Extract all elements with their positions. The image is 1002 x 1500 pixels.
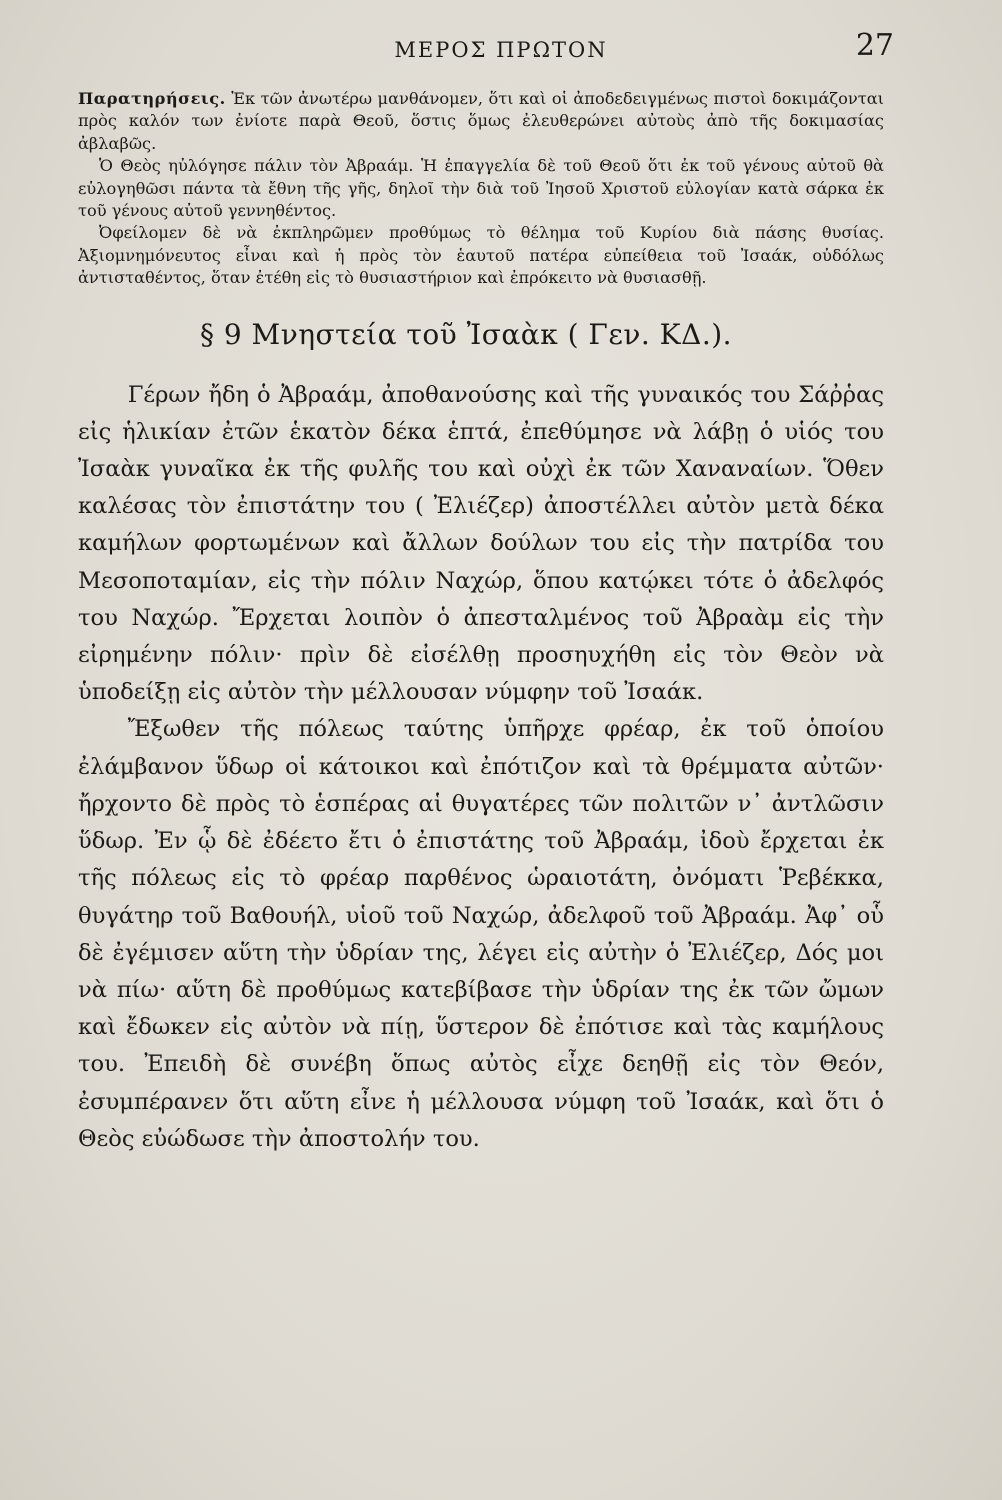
page-number: 27 (855, 28, 894, 63)
body-paragraph: Γέρων ἤδη ὁ Ἀβραάμ, ἀποθανούσης καὶ τῆς γυναικός του Σάῤῥας εἰς ἡλικίαν ἐτῶν ἑκατὸν δέκα ἑπτά, ἐπεθύμησε νὰ λάβῃ ὁ υἱός του Ἰσαὰκ γυναῖκα ἐκ τῆς φυλῆς του καὶ οὐχὶ ἐκ τῶν Χαναναίων. Ὅθεν καλέσας τὸν ἐπιστάτην του ( Ἐλιέζερ) ἀποστέλλει αὐτὸν μετὰ δέκα καμήλων φορτωμένων καὶ ἄλλων δούλων του εἰς τὴν πατρίδα του Μεσοποταμίαν, εἰς τὴν πόλιν Ναχώρ, ὅπου κατῴκει τότε ὁ ἀδελφός του Ναχώρ. Ἔρχεται λοιπὸν ὁ ἀπεσταλμένος τοῦ Ἀβραὰμ εἰς τὴν εἰρημένην πόλιν· πρὶν δὲ εἰσέλθῃ προσηυχήθη εἰς τὸν Θεὸν νὰ ὑποδείξῃ εἰς αὐτὸν τὴν μέλλουσαν νύμφην τοῦ Ἰσαάκ. (78, 381, 884, 706)
running-title: ΜΕΡΟΣ ΠΡΩΤΟΝ (394, 38, 608, 62)
body-paragraph: Ἔξωθεν τῆς πόλεως ταύτης ὑπῆρχε φρέαρ, ἐκ τοῦ ὁποίου ἐλάμβανον ὕδωρ οἱ κάτοικοι καὶ ἐπότιζον καὶ τὰ θρέμματα αὐτῶν· ἤρχοντο δὲ πρὸς τὸ ἑσπέρας αἱ θυγατέρες τῶν πολιτῶν ν᾿ ἀντλῶσιν ὕδωρ. Ἐν ᾧ δὲ ἐδέετο ἔτι ὁ ἐπιστάτης τοῦ Ἀβραάμ, ἰδοὺ ἔρχεται ἐκ τῆς πόλεως εἰς τὸ φρέαρ παρθένος ὡραιοτάτη, ὀνόματι Ῥεβέκκα, θυγάτηρ τοῦ Βαθουήλ, υἱοῦ τοῦ Ναχώρ, ἀδελφοῦ τοῦ Ἀβραάμ. Ἀφ᾿ οὗ δὲ ἐγέμισεν αὕτη τὴν ὑδρίαν της, λέγει εἰς αὐτὴν ὁ Ἐλιέζερ, Δός μοι νὰ πίω· αὕτη δὲ προθύμως κατεβίβασε τὴν ὑδρίαν της ἐκ τῶν ὤμων καὶ ἔδωκεν εἰς αὐτὸν νὰ πίῃ, ὕστερον δὲ ἐπότισε καὶ τὰς καμήλους του. Ἐπειδὴ δὲ συνέβη ὅπως αὐτὸς εἶχε δεηθῇ εἰς τὸν Θεόν, ἐσυμπέρανεν ὅτι αὕτη εἶνε ἡ μέλλουσα νύμφη τοῦ Ἰσαάκ, καὶ ὅτι ὁ Θεὸς εὐώδωσε τὴν ἀποστολήν του. (78, 716, 884, 1152)
notes-paragraph: Ὁ Θεὸς ηὐλόγησε πάλιν τὸν Ἀβραάμ. Ἡ ἐπαγγελία δὲ τοῦ Θεοῦ ὅτι ἐκ τοῦ γένους αὐτοῦ θὰ εὐλογηθῶσι πάντα τὰ ἔθνη τῆς γῆς, δηλοῖ τὴν διὰ τοῦ Ἰησοῦ Χριστοῦ εὐλογίαν κατὰ σάρκα ἐκ τοῦ γένους αὐτοῦ γεννηθέντος. (78, 156, 884, 221)
body-text (78, 377, 884, 1158)
section-heading: § 9 Μνηστεία τοῦ Ἰσαὰκ ( Γεν. ΚΔ.). (199, 317, 733, 351)
notes-paragraph: Ὀφείλομεν δὲ νὰ ἐκπληρῶμεν προθύμως τὸ θέλημα τοῦ Κυρίου διὰ πάσης θυσίας. Ἀξιομνημόνευτος εἶναι καὶ ἡ πρὸς τὸν ἑαυτοῦ πατέρα εὐπείθεια τοῦ Ἰσαάκ, οὐδόλως ἀντισταθέντος, ὅταν ἐτέθη εἰς τὸ θυσιαστήριον καὶ ἐπρόκειτο νὰ θυσιασθῇ. (78, 223, 884, 288)
notes-text: Ἐκ τῶν ἀνωτέρω μανθάνομεν, ὅτι καὶ οἱ ἀποδεδειγμένως πιστοὶ δοκιμάζονται πρὸς καλόν των ἐνίοτε παρὰ Θεοῦ, ὅστις ὅμως ἐλευθερώνει αὐτοὺς ἀπὸ τῆς δοκιμασίας ἀβλαβῶς. (78, 89, 884, 153)
notes-label: Παρατηρήσεις. (78, 89, 226, 108)
notes-paragraph (78, 88, 884, 155)
running-head (78, 28, 894, 88)
notes-block (78, 88, 884, 290)
